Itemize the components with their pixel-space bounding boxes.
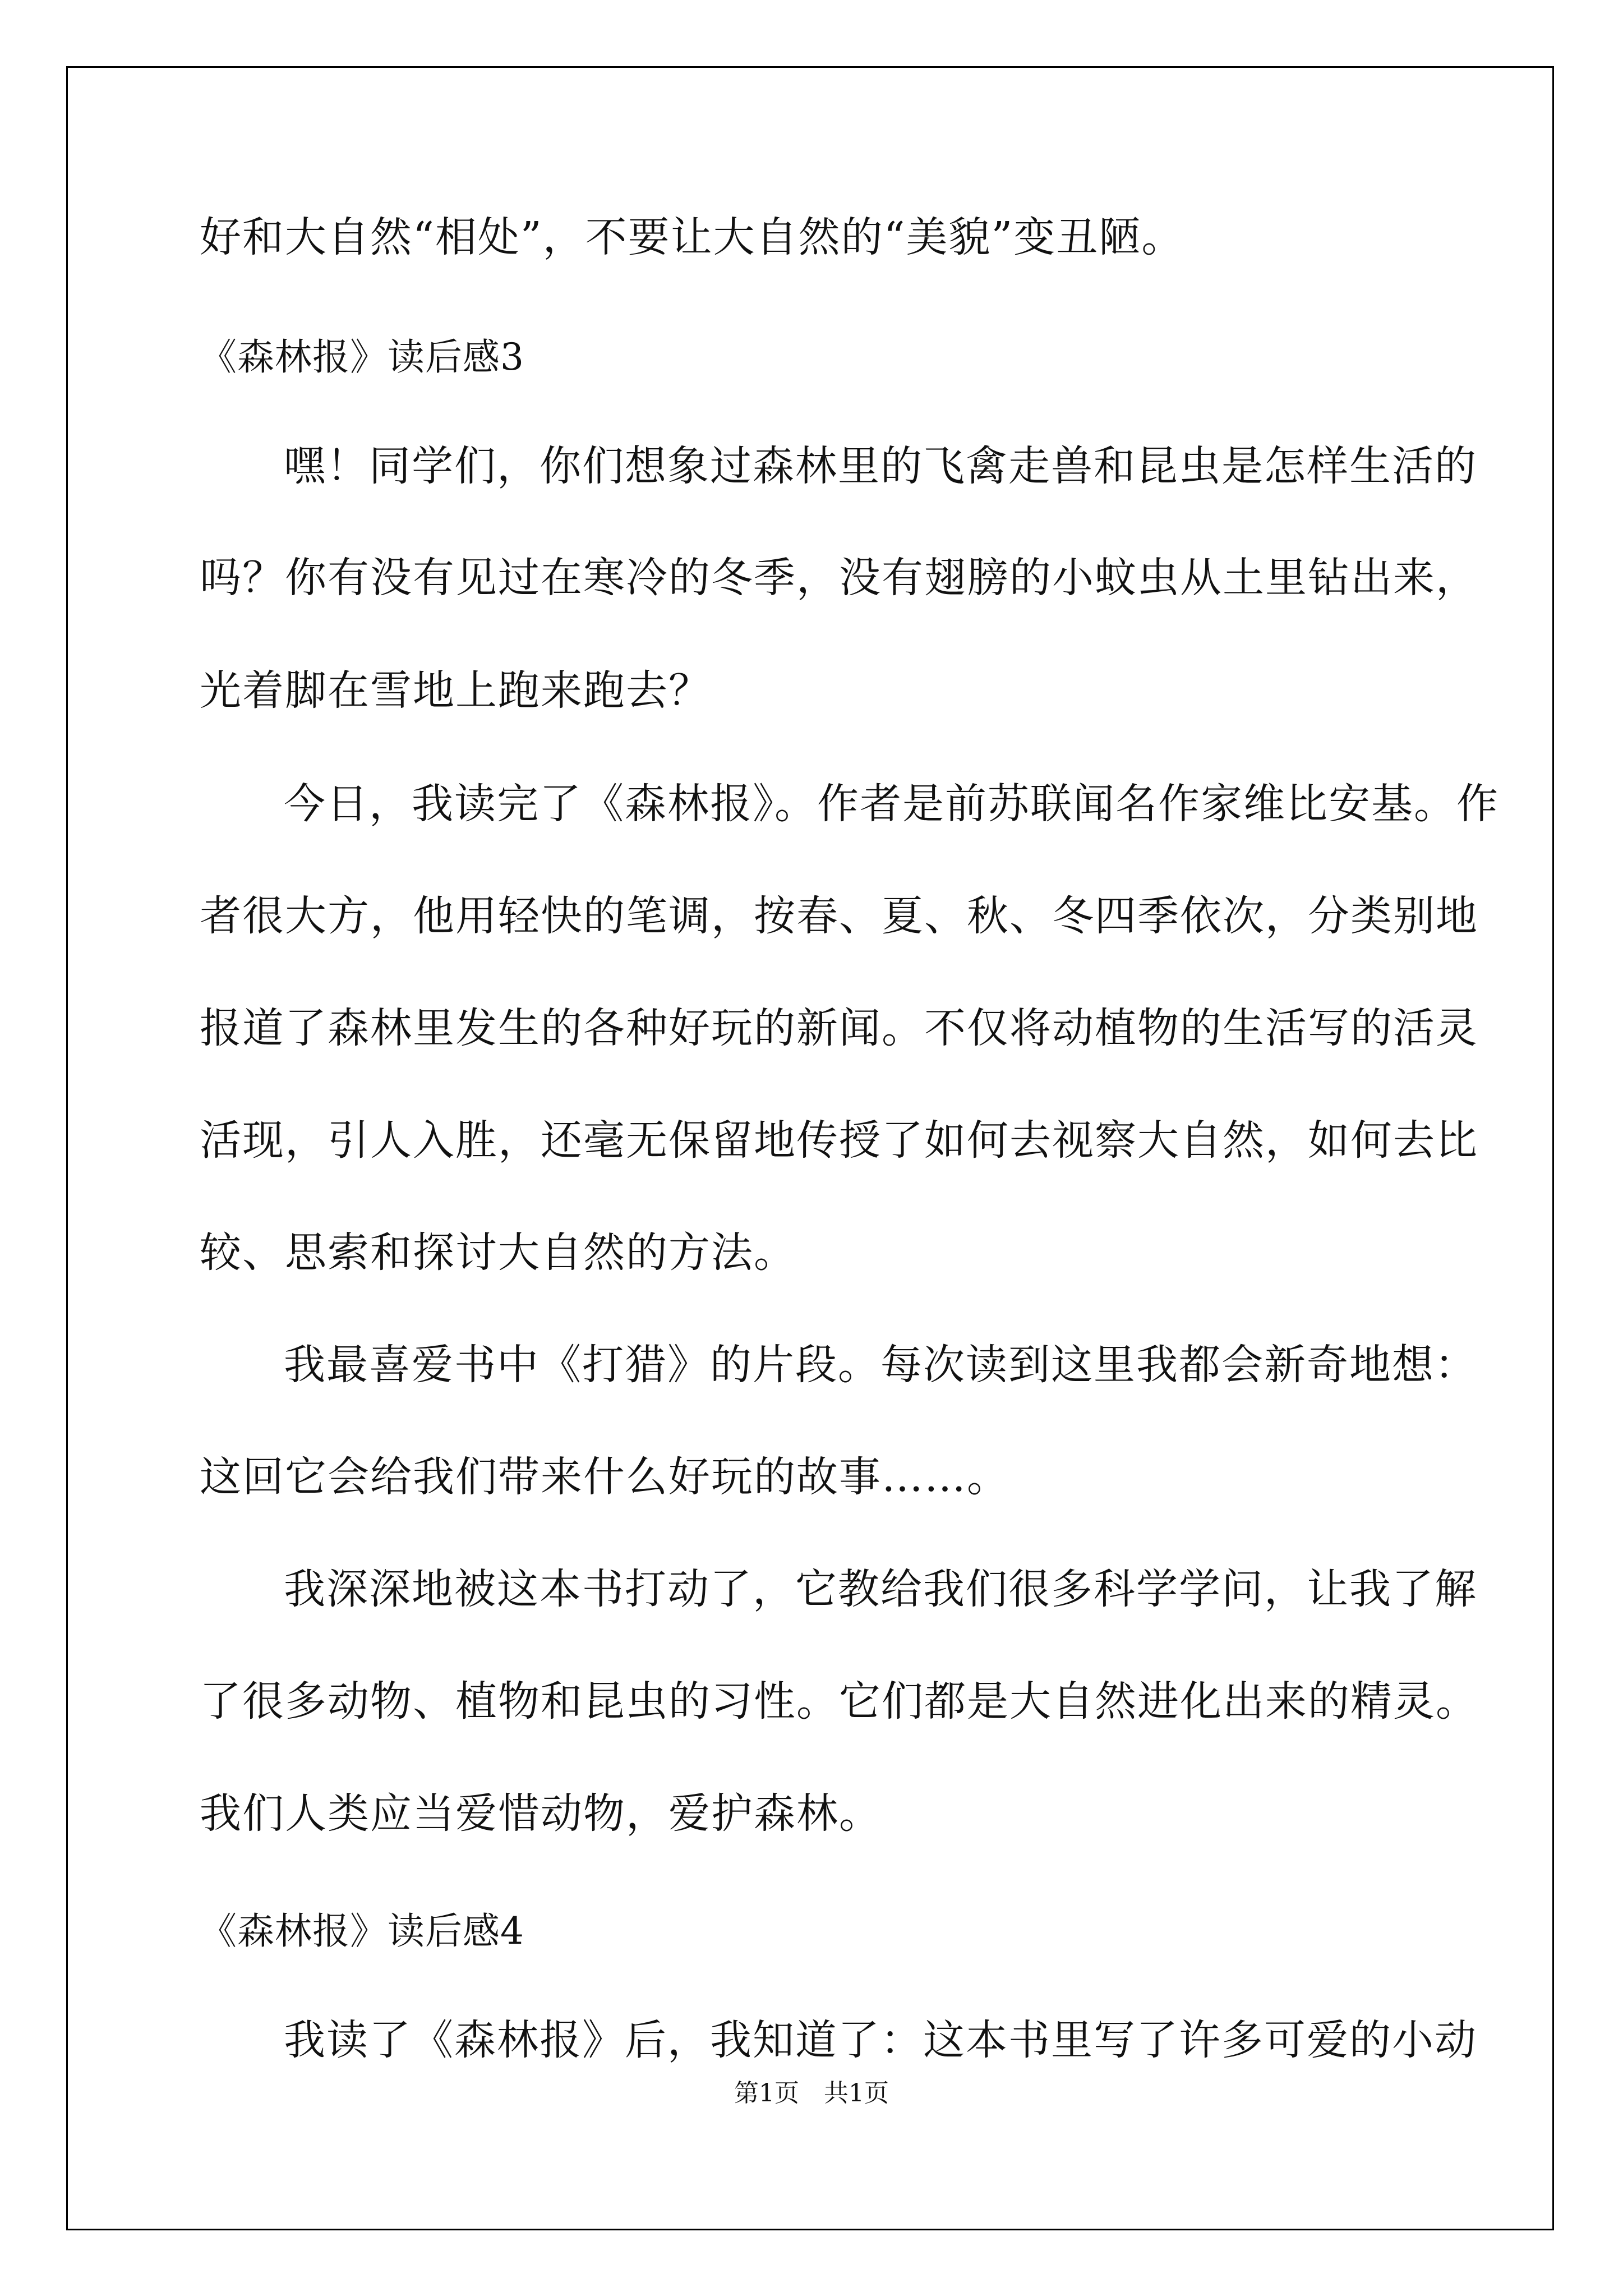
paragraph-continuation-line: 好和大自然“相处”，不要让大自然的“美貌”变丑陋。 — [200, 213, 1184, 261]
paragraph-line: 了很多动物、植物和昆虫的习性。它们都是大自然进化出来的精灵。 — [200, 1677, 1478, 1726]
paragraph-line: 活现，引人入胜，还毫无保留地传授了如何去视察大自然，如何去比 — [200, 1116, 1478, 1165]
paragraph-line: 嘿！同学们，你们想象过森林里的飞禽走兽和昆虫是怎样生活的 — [284, 442, 1477, 490]
paragraph-line: 我读了《森林报》后，我知道了：这本书里写了许多可爱的小动 — [284, 2016, 1477, 2064]
paragraph-line: 较、思索和探讨大自然的方法。 — [200, 1228, 796, 1277]
paragraph-line: 我们人类应当爱惜动物，爱护森林。 — [200, 1789, 882, 1838]
paragraph-line: 我深深地被这本书打动了，它教给我们很多科学学问，让我了解 — [284, 1565, 1477, 1613]
page-footer: 第1页 共1页 — [734, 2079, 889, 2108]
paragraph-line: 今日，我读完了《森林报》。作者是前苏联闻名作家维比安基。作 — [284, 780, 1499, 828]
paragraph-line: 我最喜爱书中《打猎》的片段。每次读到这里我都会新奇地想： — [284, 1341, 1477, 1389]
paragraph-line: 光着脚在雪地上跑来跑去？ — [200, 666, 711, 715]
paragraph-line: 者很大方，他用轻快的笔调，按春、夏、秋、冬四季依次，分类别地 — [200, 892, 1478, 940]
paragraph-line: 报道了森林里发生的各种好玩的新闻。不仅将动植物的生活写的活灵 — [200, 1004, 1478, 1052]
section-heading-3: 《森林报》读后感3 — [200, 335, 524, 379]
paragraph-line: 这回它会给我们带来什么好玩的故事……。 — [200, 1453, 1009, 1501]
section-heading-4: 《森林报》读后感4 — [200, 1910, 524, 1953]
paragraph-line: 吗？你有没有见过在寒冷的冬季，没有翅膀的小蚊虫从土里钻出来， — [200, 554, 1478, 602]
